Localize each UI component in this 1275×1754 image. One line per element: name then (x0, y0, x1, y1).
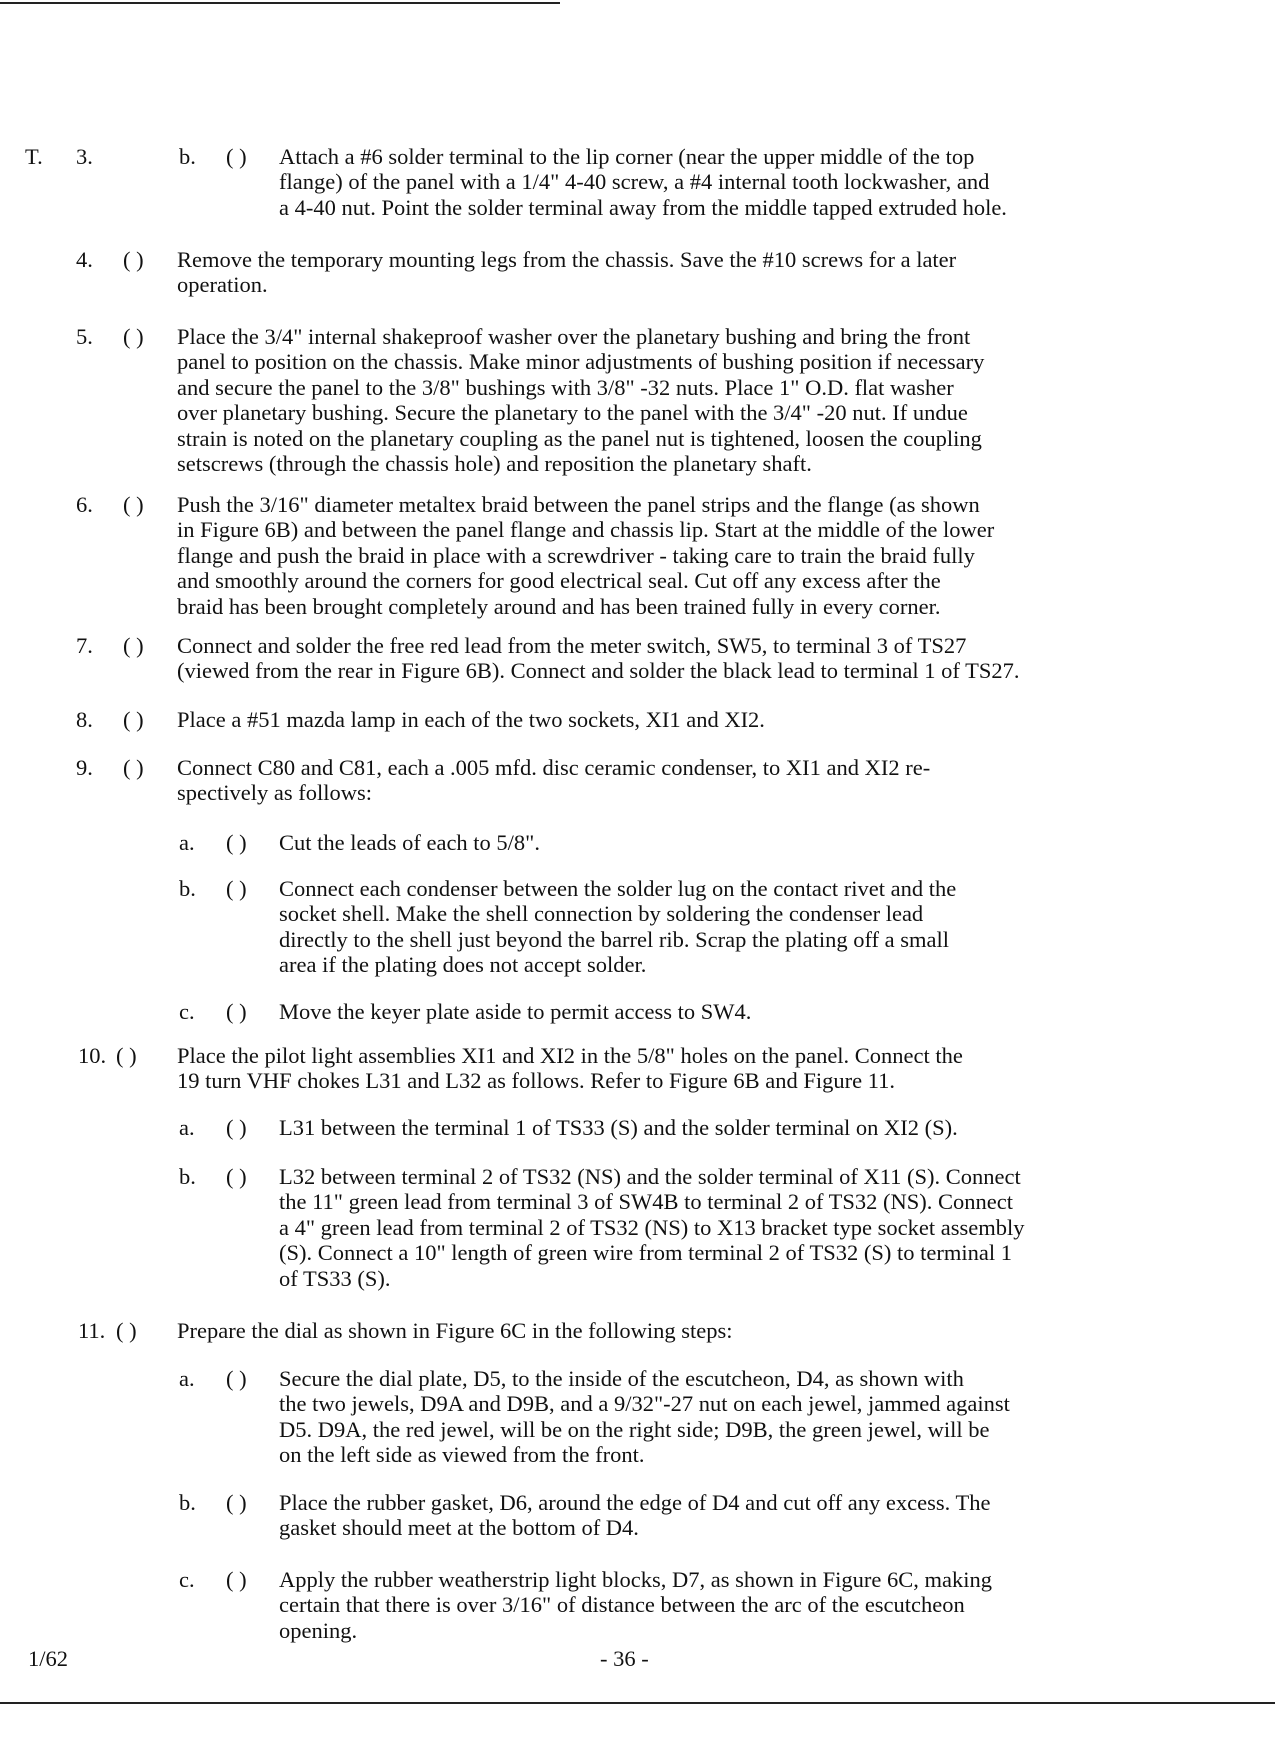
checkbox[interactable]: ( ) (226, 1164, 247, 1189)
step-text (279, 1164, 1024, 1291)
text-line: 19 turn VHF chokes L31 and L32 as follows. Refer to Figure 6B and Figure 11. (177, 1068, 896, 1094)
step-text (177, 755, 930, 806)
step-number: 11. (78, 1318, 106, 1343)
sub-step-letter: a. (179, 1366, 195, 1391)
step-text (177, 324, 984, 476)
text-line: (S). Connect a 10" length of green wire from terminal 2 of TS32 (S) to terminal 1 (279, 1240, 1012, 1266)
section-label: T. (25, 144, 43, 169)
step-number: 5. (76, 324, 93, 349)
checkbox[interactable]: ( ) (226, 144, 247, 169)
text-line: socket shell. Make the shell connection by soldering the condenser lead (279, 901, 924, 927)
step-number: 4. (76, 247, 93, 272)
sub-step-letter: a. (179, 830, 195, 855)
text-line: Attach a #6 solder terminal to the lip corner (near the upper middle of the top (279, 144, 975, 169)
text-line: setscrews (through the chassis hole) and reposition the planetary shaft. (177, 450, 812, 476)
text-line: spectively as follows: (177, 780, 372, 806)
text-line: flange and push the braid in place with a screwdriver - taking care to train the braid fully (177, 542, 975, 568)
step-text (279, 1115, 958, 1140)
checkbox[interactable]: ( ) (226, 1567, 247, 1592)
checkbox[interactable]: ( ) (123, 755, 144, 780)
step-number: 8. (76, 707, 93, 732)
text-line: a 4" green lead from terminal 2 of TS32 (NS) to X13 bracket type socket assembly (279, 1214, 1025, 1240)
step-number: 6. (76, 492, 93, 517)
checkbox[interactable]: ( ) (123, 247, 144, 272)
text-line: L32 between terminal 2 of TS32 (NS) and the solder terminal of X11 (S). Connect (279, 1164, 1021, 1189)
sub-step-letter: b. (179, 876, 196, 901)
checkbox[interactable]: ( ) (226, 1490, 247, 1515)
checkbox[interactable]: ( ) (116, 1043, 137, 1068)
step-text (279, 830, 540, 855)
text-line: Connect each condenser between the solder lug on the contact rivet and the (279, 876, 957, 901)
text-line: Apply the rubber weatherstrip light blocks, D7, as shown in Figure 6C, making (279, 1567, 993, 1592)
text-line: the 11" green lead from terminal 3 of SW4B to terminal 2 of TS32 (NS). Connect (279, 1189, 1014, 1215)
text-line: operation. (177, 272, 268, 298)
sub-step-letter: c. (179, 1567, 195, 1592)
text-line: panel to position on the chassis. Make minor adjustments of bushing position if necessary (177, 349, 985, 375)
step-number: 10. (78, 1043, 107, 1068)
footer-date: 1/62 (28, 1646, 69, 1671)
text-line: Connect C80 and C81, each a .005 mfd. disc ceramic condenser, to XI1 and XI2 re- (177, 755, 931, 780)
checkbox[interactable]: ( ) (123, 492, 144, 517)
text-line: opening. (279, 1617, 358, 1643)
text-line: Move the keyer plate aside to permit access to SW4. (279, 999, 752, 1024)
text-line: area if the plating does not accept solder. (279, 952, 647, 978)
text-line: over planetary bushing. Secure the planetary to the panel with the 3/4" -20 nut. If undue (177, 400, 968, 426)
text-line: Prepare the dial as shown in Figure 6C in the following steps: (177, 1318, 733, 1343)
checkbox[interactable]: ( ) (226, 876, 247, 901)
text-line: the two jewels, D9A and D9B, and a 9/32"-27 nut on each jewel, jammed against (279, 1391, 1010, 1417)
bottom-rule (0, 1702, 1275, 1704)
text-line: flange) of the panel with a 1/4" 4-40 screw, a #4 internal tooth lockwasher, and (279, 169, 990, 195)
sub-step-letter: b. (179, 1164, 196, 1189)
checkbox[interactable]: ( ) (226, 830, 247, 855)
text-line: Place a #51 mazda lamp in each of the two sockets, XI1 and XI2. (177, 707, 765, 732)
text-line: and smoothly around the corners for good electrical seal. Cut off any excess after the (177, 568, 941, 594)
page-number: - 36 - (600, 1646, 649, 1671)
step-text (177, 247, 956, 298)
text-line: Secure the dial plate, D5, to the inside of the escutcheon, D4, as shown with (279, 1366, 964, 1391)
text-line: and secure the panel to the 3/8" bushings with 3/8" -32 nuts. Place 1" O.D. flat washer (177, 374, 954, 400)
sub-step-letter: c. (179, 999, 195, 1024)
sub-step-letter: b. (179, 1490, 196, 1515)
text-line: Cut the leads of each to 5/8". (279, 830, 540, 855)
text-line: certain that there is over 3/16" of distance between the arc of the escutcheon (279, 1592, 965, 1618)
text-line: D5. D9A, the red jewel, will be on the right side; D9B, the green jewel, will be (279, 1416, 990, 1442)
text-line: of TS33 (S). (279, 1265, 391, 1291)
step-text (177, 1318, 733, 1343)
text-line: Place the 3/4" internal shakeproof washer over the planetary bushing and bring the front (177, 324, 971, 349)
text-line: in Figure 6B) and between the panel flange and chassis lip. Start at the middle of the lower (177, 517, 995, 543)
text-line: Place the pilot light assemblies XI1 and XI2 in the 5/8" holes on the panel. Connect the (177, 1043, 963, 1068)
step-text (279, 1366, 1010, 1468)
text-line: a 4-40 nut. Point the solder terminal away from the middle tapped extruded hole. (279, 194, 1007, 220)
sub-step-letter: b. (179, 144, 196, 169)
step-number: 7. (76, 633, 93, 658)
text-line: strain is noted on the planetary coupling as the panel nut is tightened, loosen the coupling (177, 425, 982, 451)
step-text (279, 999, 751, 1024)
text-line: braid has been brought completely around and has been trained fully in every corner. (177, 593, 941, 619)
text-line: Connect and solder the free red lead from the meter switch, SW5, to terminal 3 of TS27 (177, 633, 967, 658)
checkbox[interactable]: ( ) (226, 999, 247, 1024)
step-text (279, 1567, 992, 1643)
step-number: 9. (76, 755, 93, 780)
step-text (177, 492, 994, 619)
text-line: gasket should meet at the bottom of D4. (279, 1515, 639, 1541)
step-text (279, 1490, 990, 1541)
text-line: Remove the temporary mounting legs from the chassis. Save the #10 screws for a later (177, 247, 957, 272)
top-rule (0, 2, 560, 4)
step-number: 3. (76, 144, 93, 169)
step-text (177, 633, 1019, 684)
step-text (279, 876, 956, 978)
text-line: on the left side as viewed from the front. (279, 1442, 645, 1468)
step-text (177, 1043, 963, 1094)
step-text (177, 707, 765, 732)
sub-step-letter: a. (179, 1115, 195, 1140)
checkbox[interactable]: ( ) (123, 324, 144, 349)
checkbox[interactable]: ( ) (123, 707, 144, 732)
checkbox[interactable]: ( ) (116, 1318, 137, 1343)
text-line: Push the 3/16" diameter metaltex braid between the panel strips and the flange (as shown (177, 492, 980, 517)
text-line: Place the rubber gasket, D6, around the edge of D4 and cut off any excess. The (279, 1490, 991, 1515)
step-text (279, 144, 1007, 220)
text-line: L31 between the terminal 1 of TS33 (S) and the solder terminal on XI2 (S). (279, 1115, 958, 1140)
text-line: directly to the shell just beyond the barrel rib. Scrap the plating off a small (279, 926, 950, 952)
checkbox[interactable]: ( ) (226, 1115, 247, 1140)
text-line: (viewed from the rear in Figure 6B). Connect and solder the black lead to terminal 1 of TS27. (177, 658, 1020, 684)
checkbox[interactable]: ( ) (226, 1366, 247, 1391)
checkbox[interactable]: ( ) (123, 633, 144, 658)
